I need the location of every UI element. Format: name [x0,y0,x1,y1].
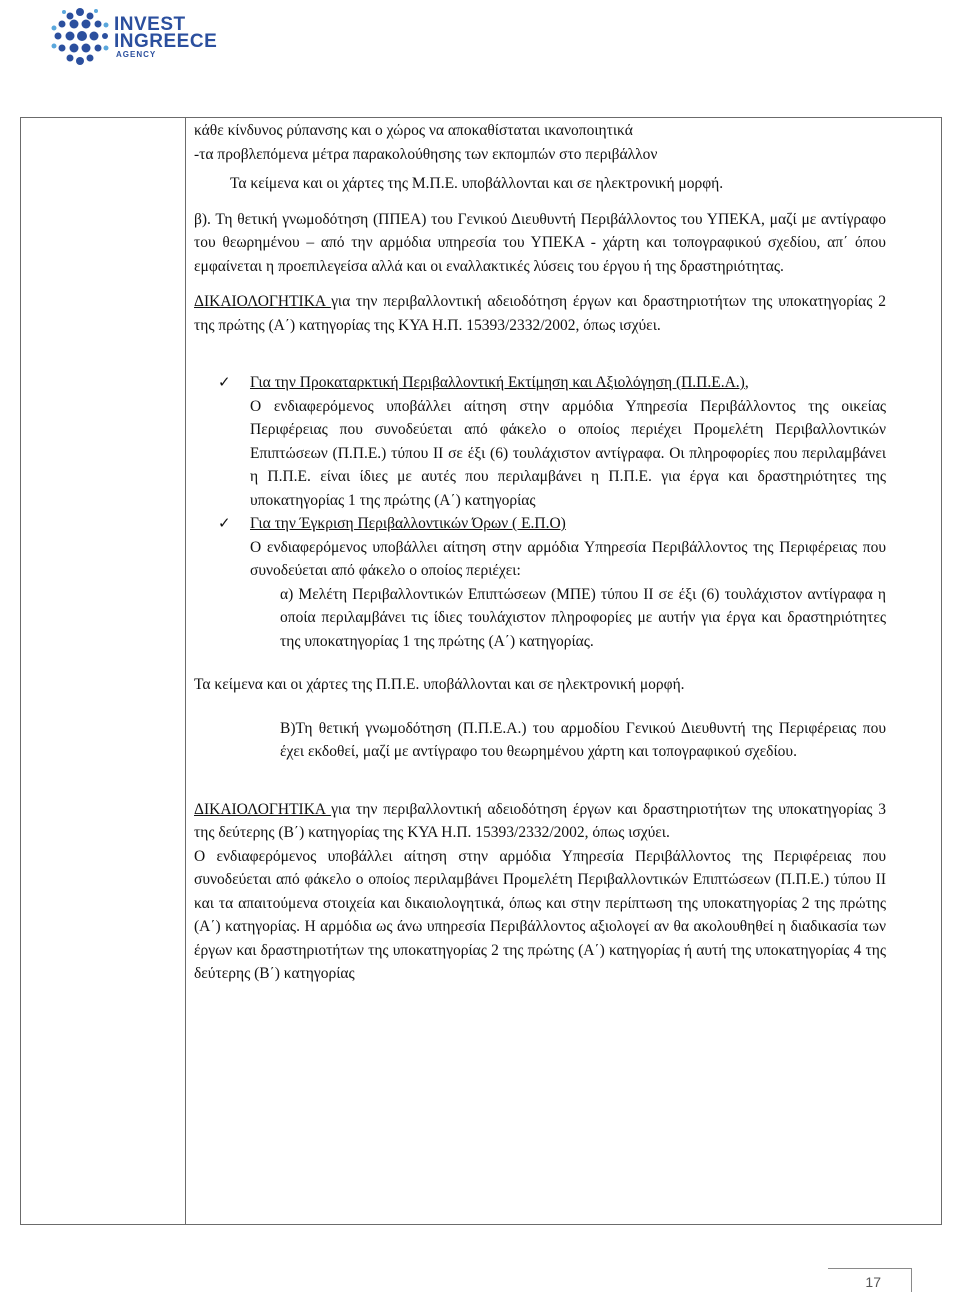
heading-dikaiologitika: ΔΙΚΑΙΟΛΟΓΗΤΙΚΑ [194,800,332,818]
checkmark-icon: ✓ [218,373,231,391]
text-line: κάθε κίνδυνος ρύπανσης και ο χώρος να αποκαθίσταται ικανοποιητικά [194,122,633,139]
page-number-box [828,1268,912,1292]
paragraph-dikaiologitika-1 [194,290,886,337]
paragraph-b: β). Τη θετική γνωμοδότηση (ΠΠΕΑ) του Γενικού Διευθυντή Περιβάλλοντος του ΥΠΕΚΑ, μαζί με αντίγραφο του θεωρημένου – από την αρμόδια υπηρεσία του ΥΠΕΚΑ - χάρτη και τοπογραφικού σχεδίου, απ΄ όπου εμφαίνεται η προεπιλεγείσα αλλά και οι εναλλακτικές λύσεις του έργου ή της δραστηριότητας. [194,210,886,275]
document-body [194,119,886,986]
logo-line-2: INGREECE [114,31,218,52]
list-item [194,371,886,512]
paragraph-last: Ο ενδιαφερόμενος υποβάλλει αίτηση στην αρμόδια Υπηρεσία Περιβάλλοντος της Περιφέρειας που συνοδεύεται από φάκελο ο οποίος περιλαμβάνει Προμελέτη Περιβαλλοντικών Επιπτώσεων (Π.Π.Ε.) τύπου ΙΙ και τα απαιτούμενα στοιχεία και δικαιολογητικά, όπως και στην περίπτωση της υποκατηγορίας 2 της πρώτης (Α΄) κατηγορίας. Η αρμόδια ως άνω υπηρεσία Περιβάλλοντος αξιολογεί αν θα ακολουθηθεί η διαδικασία των έργων και δραστηριοτήτων της υποκατηγορίας 2 της πρώτης (Α΄) κατηγορίας ή αυτή της υποκατηγορίας 4 της δεύτερης (Β΄) κατηγορίας [194,847,886,982]
item-body: Ο ενδιαφερόμενος υποβάλλει αίτηση στην αρμόδια Υπηρεσία Περιβάλλοντος της Περιφέρειας που συνοδεύεται από φάκελο ο οποίος περιέχει: [250,538,886,579]
item-punct: , [744,374,749,391]
text-line: -τα προβλεπόμενα μέτρα παρακολούθησης των εκπομπών στο περιβάλλον [194,145,658,163]
paragraph-dikaiologitika-2 [194,798,886,845]
paragraph-text: για την περιβαλλοντική αδειοδότηση έργων και δραστηριοτήτων της υποκατηγορίας 2 της πρώτης (Α΄) κατηγορίας της ΚΥΑ Η.Π. 15393/2332/2002, όπως ισχύει. [194,293,886,334]
logo-line-3: AGENCY [116,50,157,59]
checkmark-icon: ✓ [218,514,231,532]
logo-icon [48,6,112,66]
text-line: Τα κείμενα και οι χάρτες της Μ.Π.Ε. υποβάλλονται και σε ηλεκτρονική μορφή. [230,175,724,192]
paragraph-b2: Β)Τη θετική γνωμοδότηση (Π.Π.Ε.Α.) του αρμοδίου Γενικού Διευθυντή της Περιφέρειας που έχει εκδοθεί, μαζί με αντίγραφο του θεωρημένου χάρτη και τοπογραφικού σχεδίου. [280,719,886,760]
paragraph-texts: Τα κείμενα και οι χάρτες της Π.Π.Ε. υποβάλλονται και σε ηλεκτρονική μορφή. [194,676,685,693]
paragraph-alpha: α) Μελέτη Περιβαλλοντικών Επιπτώσεων (ΜΠΕ) τύπου ΙΙ σε έξι (6) τουλάχιστον αντίγραφα η οποία περιλαμβάνει τις ίδιες τουλάχιστον πληροφορίες με αυτήν για έργα και δραστηριότητες της υποκατηγορίας 1 της πρώτης (Α΄) κατηγορίας. [280,585,886,650]
page-number: 17 [865,1274,881,1290]
item-body: Ο ενδιαφερόμενος υποβάλλει αίτηση στην αρμόδια Υπηρεσία Περιβάλλοντος της οικείας Περιφέρειας που συνοδεύεται από φάκελο ο οποίος περιέχει Προμελέτη Περιβαλλοντικών Επιπτώσεων (Π.Π.Ε.) τύπου ΙΙ σε έξι (6) τουλάχιστον αντίγραφα. Οι πληροφορίες που περιλαμβάνει η Π.Π.Ε. είναι ίδιες με αυτές που περιλαμβάνει η Π.Π.Ε. για έργα και δραστηριότητες της υποκατηγορίας 1 της πρώτης (Α΄) κατηγορίας [250,397,886,509]
item-title: Για την Έγκριση Περιβαλλοντικών Όρων ( Ε.Π.Ο) [250,515,566,532]
logo-wordmark [114,16,217,60]
logo-line-1: INVEST [114,14,186,35]
heading-dikaiologitika: ΔΙΚΑΙΟΛΟΓΗΤΙΚΑ [194,293,332,310]
paragraph-text: για την περιβαλλοντική αδειοδότηση έργων και δραστηριοτήτων της υποκατηγορίας 3 της δεύτερης (Β΄) κατηγορίας της ΚΥΑ Η.Π. 15393/2332/2002, όπως ισχύει. [194,800,886,841]
column-divider [185,118,186,1224]
list-item [194,512,886,583]
logo [48,6,238,66]
item-title: Για την Προκαταρκτική Περιβαλλοντική Εκτίμηση και Αξιολόγηση (Π.Π.Ε.Α.) [250,374,745,391]
